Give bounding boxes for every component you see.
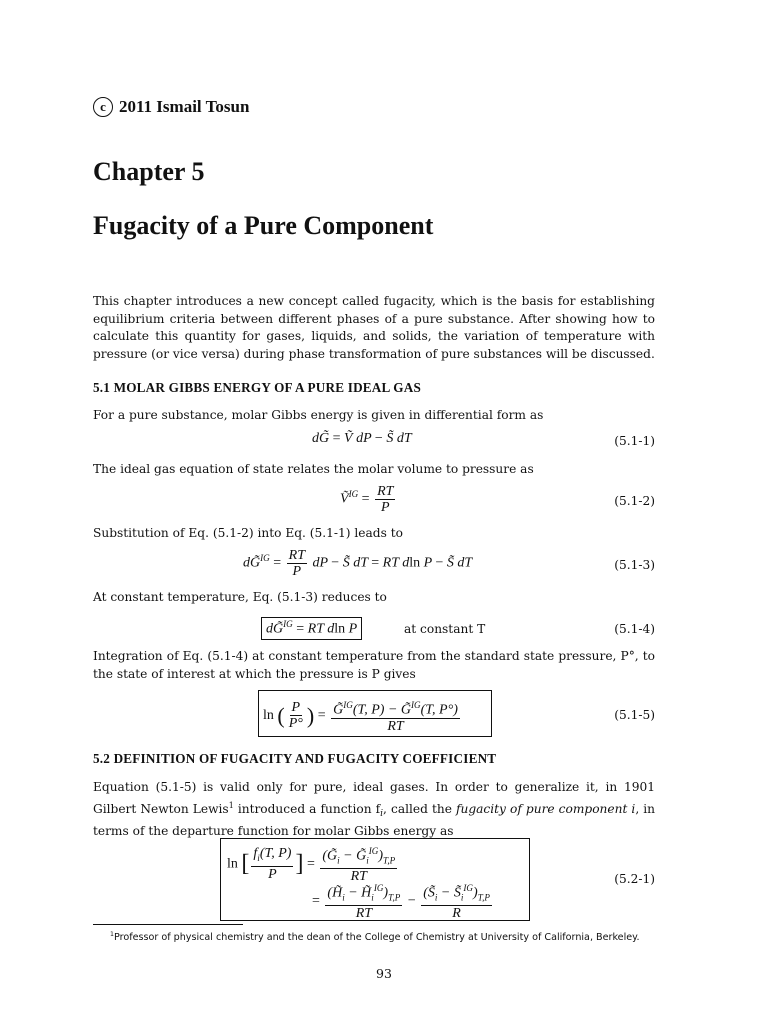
equation-number-5-1-1: (5.1-1) xyxy=(614,434,655,448)
equation-number-5-2-1: (5.2-1) xyxy=(614,872,655,886)
equation-5-1-5: ln ( $\frac{P}{P^\circ}$ ) = $\frac{G̃^{IG}(T, P) - G̃^{IG}(T, P^\circ)}{RT}$ xyxy=(258,690,492,737)
equation-number-5-1-4: (5.1-4) xyxy=(614,622,655,636)
section-5-1-text-1: For a pure substance, molar Gibbs energy is given in differential form as xyxy=(93,408,544,422)
equation-5-1-2: Ṽ$^{IG}$ = $\frac{RT}{P}$ xyxy=(340,484,394,515)
equation-number-5-1-5: (5.1-5) xyxy=(614,708,655,722)
equation-number-5-1-3: (5.1-3) xyxy=(614,558,655,572)
footnote-rule xyxy=(93,924,243,925)
equation-5-1-1: dG̃ = Ṽ dP − S̃ dT xyxy=(312,431,412,446)
section-heading-5-2: 5.2 DEFINITION OF FUGACITY AND FUGACITY COEFFICIENT xyxy=(93,751,497,766)
equation-5-2-1: ln [ $\frac{f_i(T, P)}{P}$ ] = $\frac{(G̃_i - G̃_i^{IG})_{T,P}}{RT}$ = $\frac{(H̃_i - H̃_i^{IG})_{T,P}}{RT}$ − $\frac{(S̃_i - S̃_i^{IG})_{T,P}}{R}$ xyxy=(220,838,530,921)
chapter-number: Chapter 5 xyxy=(93,157,205,186)
copyright-line xyxy=(93,97,249,117)
footnote: $^1$Professor of physical chemistry and the dean of the College of Chemistry at University of California, Berkeley. xyxy=(110,931,640,944)
equation-5-1-3: dG̃$^{IG}$ = $\frac{RT}{P}$ dP − S̃ dT = RT dln P − S̃ dT xyxy=(243,548,473,579)
equation-5-1-4: dG̃$^{IG}$ = RT dln P xyxy=(261,617,362,640)
footnote-marker: 1 xyxy=(228,800,234,810)
copyright-text: 2011 Ismail Tosun xyxy=(119,97,250,116)
section-5-1-text-3: Substitution of Eq. (5.1-2) into Eq. (5.1-1) leads to xyxy=(93,526,403,540)
section-5-1-text-4: At constant temperature, Eq. (5.1-3) reduces to xyxy=(93,590,387,604)
intro-paragraph: This chapter introduces a new concept called fugacity, which is the basis for establishing equilibrium criteria between different phases of a pure substance. After showing how to calculate this quantity for gases, liquids, and solids, the variation of temperature with pressure (or vice versa) during phase transformation of pure substances will be discussed. xyxy=(93,294,655,361)
section-5-1-text-5: Integration of Eq. (5.1-4) at constant temperature from the standard state pressure, P°, to the state of interest at which the pressure is P gives xyxy=(93,649,655,681)
equation-number-5-1-2: (5.1-2) xyxy=(614,494,655,508)
section-5-2-text-1: Equation (5.1-5) is valid only for pure, ideal gases. In order to generalize it, in 1901 Gilbert Newton Lewis$^1$ introduced a function $f_i$, called the fugacity of pure component i, in terms of the departure function for molar Gibbs energy as xyxy=(93,780,656,839)
equation-5-1-4-note: at constant T xyxy=(404,622,486,636)
chapter-title: Fugacity of a Pure Component xyxy=(93,211,434,240)
copyright-icon: c xyxy=(93,97,113,117)
section-heading-5-1: 5.1 MOLAR GIBBS ENERGY OF A PURE IDEAL GAS xyxy=(93,380,422,395)
page-number: 93 xyxy=(376,966,392,981)
section-5-1-text-2: The ideal gas equation of state relates the molar volume to pressure as xyxy=(93,462,534,476)
